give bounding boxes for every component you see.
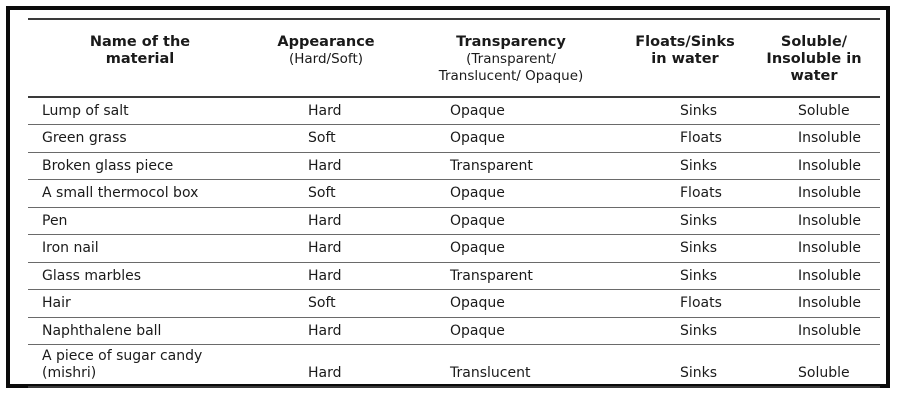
- header-subtext: (Transparent/: [466, 51, 556, 67]
- cell-material: Iron nail: [28, 235, 252, 263]
- cell-material: [28, 345, 252, 387]
- cell-material: Glass marbles: [28, 262, 252, 290]
- table-row: [28, 235, 880, 263]
- header-subtext: (Hard/Soft): [288, 51, 364, 67]
- cell-solubility: Soluble: [748, 345, 880, 387]
- cell-material: Lump of salt: [28, 97, 252, 125]
- table-body: [28, 97, 880, 387]
- header-subtext: Translucent/ Opaque): [438, 68, 584, 84]
- cell-transparency: Opaque: [400, 125, 622, 153]
- cell-material-line: (mishri): [42, 365, 97, 382]
- table-row: [28, 262, 880, 290]
- cell-floats-sinks: Sinks: [622, 317, 748, 345]
- cell-appearance: Hard: [252, 152, 400, 180]
- cell-solubility: Insoluble: [748, 180, 880, 208]
- header-text: in water: [651, 51, 719, 67]
- materials-table: [28, 18, 880, 388]
- cell-appearance: Hard: [252, 262, 400, 290]
- header-text: Name of the: [89, 34, 191, 50]
- cell-transparency: Opaque: [400, 97, 622, 125]
- header-text: Appearance: [277, 34, 375, 50]
- cell-transparency: Transparent: [400, 152, 622, 180]
- cell-floats-sinks: Floats: [622, 180, 748, 208]
- cell-solubility: Soluble: [748, 97, 880, 125]
- header-name-bold: [32, 34, 248, 68]
- cell-transparency: Opaque: [400, 290, 622, 318]
- cell-appearance: Hard: [252, 317, 400, 345]
- cell-material: Green grass: [28, 125, 252, 153]
- header-solubility: [748, 19, 880, 97]
- cell-floats-sinks: Sinks: [622, 262, 748, 290]
- header-text: Floats/Sinks: [635, 34, 735, 50]
- header-text: Soluble/: [780, 34, 848, 50]
- cell-floats-sinks: Sinks: [622, 345, 748, 387]
- cell-material: Naphthalene ball: [28, 317, 252, 345]
- cell-solubility: Insoluble: [748, 290, 880, 318]
- table-row: [28, 152, 880, 180]
- cell-appearance: Soft: [252, 125, 400, 153]
- table-header: [28, 19, 880, 97]
- table-frame: [6, 6, 890, 388]
- cell-floats-sinks: Floats: [622, 125, 748, 153]
- cell-transparency: Transparent: [400, 262, 622, 290]
- cell-floats-sinks: Floats: [622, 290, 748, 318]
- cell-floats-sinks: Sinks: [622, 207, 748, 235]
- cell-solubility: Insoluble: [748, 317, 880, 345]
- cell-solubility: Insoluble: [748, 207, 880, 235]
- cell-material-line: A piece of sugar candy: [42, 348, 203, 365]
- header-text: water: [790, 68, 838, 84]
- cell-floats-sinks: Sinks: [622, 152, 748, 180]
- header-text: Transparency: [456, 34, 566, 50]
- cell-transparency: Opaque: [400, 317, 622, 345]
- table-row: [28, 180, 880, 208]
- table-row: [28, 345, 880, 387]
- header-solubility-bold: [752, 34, 876, 85]
- cell-appearance: Hard: [252, 97, 400, 125]
- cell-transparency: Opaque: [400, 207, 622, 235]
- header-floats-sinks: [622, 19, 748, 97]
- table-row: [28, 317, 880, 345]
- cell-floats-sinks: Sinks: [622, 97, 748, 125]
- cell-solubility: Insoluble: [748, 125, 880, 153]
- table-row: [28, 97, 880, 125]
- header-text: Insoluble in: [766, 51, 862, 67]
- cell-appearance: Soft: [252, 290, 400, 318]
- header-floats-bold: [626, 34, 744, 68]
- cell-solubility: Insoluble: [748, 152, 880, 180]
- cell-transparency: Opaque: [400, 180, 622, 208]
- table-row: [28, 125, 880, 153]
- cell-appearance: Hard: [252, 207, 400, 235]
- cell-solubility: Insoluble: [748, 235, 880, 263]
- header-text: material: [105, 51, 175, 67]
- table-row: [28, 290, 880, 318]
- header-row: [28, 19, 880, 97]
- header-name-of-material: [28, 19, 252, 97]
- cell-appearance: Soft: [252, 180, 400, 208]
- cell-appearance: Hard: [252, 235, 400, 263]
- cell-material: Pen: [28, 207, 252, 235]
- header-transparency: [400, 19, 622, 97]
- cell-solubility: Insoluble: [748, 262, 880, 290]
- table-row: [28, 207, 880, 235]
- cell-transparency: Opaque: [400, 235, 622, 263]
- header-appearance: [252, 19, 400, 97]
- cell-floats-sinks: Sinks: [622, 235, 748, 263]
- cell-material: A small thermocol box: [28, 180, 252, 208]
- cell-material: Broken glass piece: [28, 152, 252, 180]
- cell-material: Hair: [28, 290, 252, 318]
- cell-transparency: Translucent: [400, 345, 622, 387]
- cell-appearance: Hard: [252, 345, 400, 387]
